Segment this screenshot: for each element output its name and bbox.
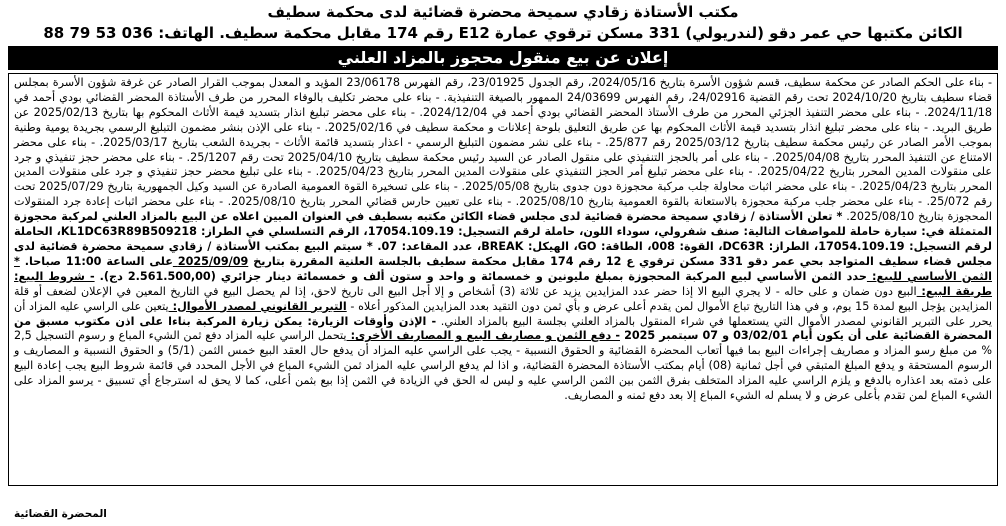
bailiff-signature: المحضرة القضائية [14,508,107,520]
office-phone: 036 53 79 88 [43,24,153,42]
notice-text [14,76,992,404]
notice-title: إعلان عن بيع منقول محجوز بالمزاد العلني [8,46,998,70]
office-name: مكتب الأستاذة زقادي سميحة محضرة قضائية لدى محكمة سطيف [267,3,739,21]
office-header [8,0,998,44]
payment-fees-label: - دفع الثمن و مصاريف البيع و المصاريف الأخرى: [346,329,620,343]
notice-body [8,73,998,486]
office-address-text: الكائن مكتبها حي عمر دقو (لندريولي) 331 مسكن ترقوي عمارة E12 رقم 174 مقابل محكمة سطيف. الهاتف: [152,24,963,42]
sale-date: 2025/09/09 [172,254,249,268]
sale-conditions-label: - شروط البيع: طريقة البيع: [14,269,992,298]
legal-basis-paragraph: - بناء على الحكم الصادر عن محكمة سطيف، قسم شؤون الأسرة بتاريخ 2024/05/16، رقم الجدول 23/01925، رقم الفهرس 23/06178 المؤيد و المعدل بموجب القرار الصادر عن غرفة شؤون الأسرة بمجلس قضاء سطيف بتاريخ 2024/10/20 تحت رقم القضية 24/02916، رقم الفهرس 24/03699 الممهور بالصيغة التنفيذية. - بناء على محضر تكليف بالوفاء المحرر من طرف الأستاذة المحضر القضائي بودي أحمد في 2024/11/18. - بناء على محضر التنفيذ الجزئي المحرر من طرف الأستاذ المحضر القضائي بودي أحمد في 2024/12/04. - بناء على محضر تبليغ انذار بتسديد قيمة الأثاث المحكوم بها بتاريخ 2025/02/13 عن طريق البريد. - بناء على محضر تبليغ انذار بتسديد قيمة الأثاث المحكوم بها عن طريق التعليق بلوحة إعلانات و محكمة سطيف في 2025/02/16. - بناء على الإذن بنشر مضمون التبليغ الرسمي بجريدة يومية وطنية بموجب الأمر الصادر عن رئيس محكمة سطيف بتاريخ 2025/03/12 رقم 25/877. - بناء على نشر مضمون التبليغ الرسمي - اعذار بتسديد قائمة الأثاث - بجريدة الشعب بتاريخ 2025/03/17. - بناء على محضر الامتناع عن التنفيذ المحرر بتاريخ 2025/04/08. - بناء على أمر بالحجز التنفيذي على منقول الصادر عن السيد رئيس محكمة سطيف بتاريخ 2025/04/10 تحت رقم 25/1207. - بناء على محضر حجز تنفيذي و جرد على منقولات المدين المحرر بتاريخ 2025/04/22. - بناء على محضر تبليغ أمر الحجز التنفيذي على منقولات المدين المحرر بتاريخ 2025/04/23. - بناء على تبليغ محضر حجز تنفيذي و جرد على منقولات المدين المحرر بتاريخ 2025/04/23. - بناء على محضر اثبات محاولة جلب مركبة محجوزة دون جدوى بتاريخ 2025/05/08. - بناء على تسخيرة القوة العمومية الصادرة عن السيد وكيل الجمهورية بتاريخ 2025/07/29 تحت رقم 25/072. - بناء على محضر جلب مركبة محجوزة بالاستعانة بالقوة العمومية بتاريخ 2025/08/10. - بناء على تعيين حارس قضائي المحرر بتاريخ 2025/08/10. - بناء على محضر اثبات إعادة جرد المنقولات المحجوزة بتاريخ 2025/08/10. [14,76,993,224]
office-address [8,23,998,44]
sale-time: على الساعة 11:00 صباحا. [19,254,173,268]
visit-permission: - الإذن وأوقات الزيارة: يمكن زيارة المركبة بناءا على اذن مكتوب مسبق من المحضرة القضائية على أن يكون أيام 03/02/01 و 07 سبتمبر 2025 [14,314,992,343]
base-price-label: * الثمن الأساسي للبيع: [14,254,992,283]
legal-justification-label: التبرير القانوني لمصدر الأموال: [168,299,347,313]
legal-justification-text: يتعين على الراسي عليه المزاد أن يحرر على التبرير القانوني لمصدر الأموال التي يستعملها في شراء المنقول بالمزاد العلني بجلسة البيع بالمزاد العلني. [14,299,992,328]
sale-location: * سيتم البيع بمكتب الأستاذة / زقادي سميحة محضرة قضائية لدى مجلس قضاء سطيف المتواجد بحي عمر دقو 331 مسكن ترقوي ع 12 رقم 174 مقابل محكمة سطيف بالجلسة العلنية المقررة بتاريخ [14,239,992,268]
sale-conditions-text: البيع دون ضمان و على حاله - لا يجري البيع الا إذا حضر عدد المزايدين يزيد عن ثلاثة (3) أشخاص و إلا أجل البيع الى تاريخ لاحق، إذا لم يحصل البيع في التاريخ المعين في الإعلان لضعف أو قلة المزايدين يؤجل البيع لمدة 15 يوم، و في هذا التاريخ تباع الأموال لمن يقدم أعلى عرض و بأي ثمن دون التقيد بعدد المزايدين المذكور أعلاه - [14,284,992,313]
sale-announcement: * تعلن الأستاذة / زقادي سميحة محضرة قضائية لدى مجلس قضاء الكائن مكتبه بسطيف في العنوان المبين اعلاه عن البيع بالمزاد العلني لمركبة محجوزة المتمثلة في: سيارة حاملة للمواصفات التالية: صنف شفرولي، سوداء اللون، حاملة لرقم التسجيل: 17054.109.19، الرقم التسلسلي في الطراز: KL1DC63R89B509218، الحاملة لرقم التسجيل: 17054.109.19، الطراز: DC63R، القوة: 008، الطاقة: GO، الهيكل: BREAK، عدد المقاعد: 07. [14,210,992,253]
payment-fees-text: يتحمل الراسي عليه المزاد دفع ثمن الشيء المباع و رسوم التسجيل 2,5 % من مبلغ رسو المزاد و مصاريف إجراءات البيع بما فيها أتعاب المحضرة القضائية و الحقوق النسبية - يجب على الراسي عليه المزاد أن يدفع حال العقد البيع خمس الثمن (5/1) و الحقوق النسبية و المصاريف و الرسوم المستحقة و يدفع المبلغ المتبقي في أجل ثمانية (08) أيام بمكتب الأستاذة المحضرة القضائية، و اذا لم يدفع الراسي عليه المزاد ثمن الشيء المباع في الأجل المحدد في قائمة شروط البيع يجب إعادة البيع على ذمته بعد اعذاره بالدفع و يلزم الراسي عليه المزاد المتخلف بفرق الثمن بين الثمن الراسي عليه و ليس له الحق في الزيادة في الثمن إذا بيع بثمن أعلى، كما لا يحق له استرجاع أي تسبيق - يرسو المزاد على الشيء المباع لمن تقدم بأعلى عرض و لا يسلم له الشيء المباع إلا بعد دفع ثمنه و المصاريف. [14,329,992,403]
base-price-text: حدد الثمن الأساسي لبيع المركبة المحجوزة بمبلغ مليونين و خمسمائة و واحد و ستون ألف و خمسمائة دينار جزائري (2.561.500,00 دج). [94,269,867,283]
